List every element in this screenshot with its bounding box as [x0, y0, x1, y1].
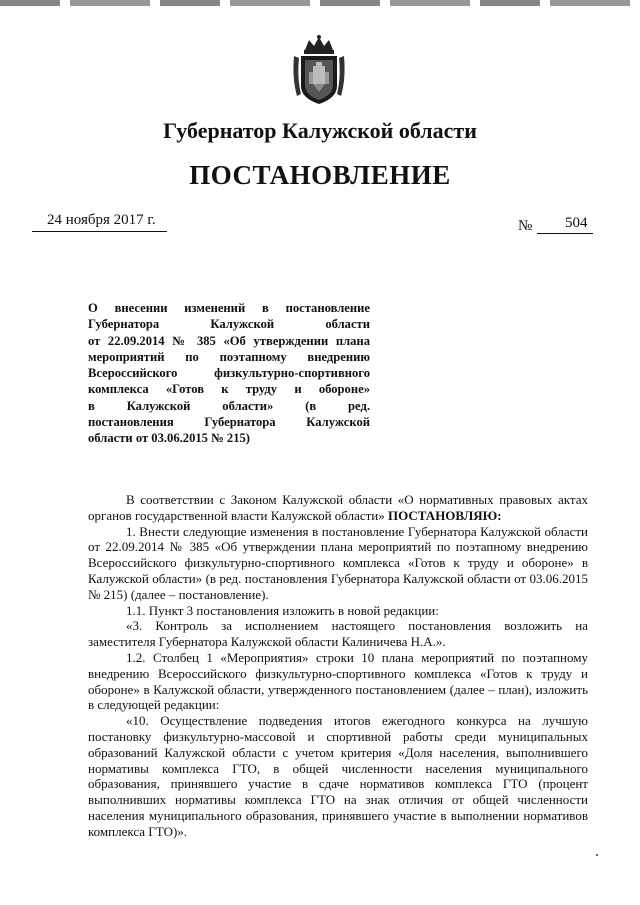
document-type-title: ПОСТАНОВЛЕНИЕ — [189, 160, 451, 190]
document-number: 504 — [565, 215, 588, 231]
paragraph-1-2: 1.2. Столбец 1 «Мероприятия» строки 10 плана мероприятий по поэтапному внедрению Всероссийского физкультурно-спортивного комплекса «Готов к труду и обороне» в Калужской области, утвержденного постановлением (далее – план), изложить в следующей редакции: — [88, 649, 588, 713]
document-date: 24 ноября 2017 г. — [47, 212, 156, 228]
document-body — [88, 492, 588, 840]
scan-speck — [596, 854, 598, 856]
paragraph-1-2-text: «10. Осуществление подведения итогов ежегодного конкурса на лучшую постановку физкультурно-массовой и спортивной работы среди муниципальных образований Калужской области с учетом критерия «Доля населения, выполнившего нормативы комплекса ГТО, в общей численности населения муниципального образования, принявшего участие в сдаче нормативов комплекса ГТО (процент выполнивших нормативы комплекса ГТО на знак отличия от общей численности населения муниципального образования, принявшего участие в выполнении нормативов комплекса ГТО)». — [88, 713, 588, 839]
subject-line: комплекса «Готов к труду и обороне» — [88, 382, 370, 397]
number-underline — [537, 233, 593, 234]
subject-line: мероприятий по поэтапному внедрению — [88, 349, 370, 364]
date-underline — [32, 231, 167, 232]
subject-line: от 22.09.2014 № 385 «Об утверждении плана — [88, 333, 370, 348]
paragraph-1-1: 1.1. Пункт 3 постановления изложить в новой редакции: — [126, 602, 439, 618]
decree-keyword: ПОСТАНОВЛЯЮ: — [388, 507, 502, 523]
intro-paragraph — [88, 492, 588, 524]
number-sign: № — [518, 218, 533, 234]
document-subject — [88, 300, 370, 447]
paragraph-1-1-text: «3. Контроль за исполнением настоящего постановления возложить на заместителя Губернатора Калужской области Калиничева Н.А.». — [88, 618, 588, 650]
subject-line: О внесении изменений в постановление — [88, 301, 370, 315]
intro-text: В соответствии с Законом Калужской области «О нормативных правовых актах органов государственной власти Калужской области» — [88, 492, 588, 523]
scan-edge-artifact — [0, 0, 640, 6]
subject-line: Всероссийского физкультурно-спортивного — [88, 366, 370, 381]
paragraph-1: 1. Внести следующие изменения в постановление Губернатора Калужской области от 22.09.2014 № 385 «Об утверждении плана мероприятий по поэтапному внедрению Всероссийского физкультурно-спортивного комплекса «Готов к труду и обороне» в Калужской области» (в ред. постановления Губернатора Калужской области от 03.06.2015 № 215) (далее – постановление). — [88, 523, 588, 602]
subject-line: Губернатора Калужской области — [88, 317, 370, 332]
coat-of-arms-emblem — [291, 34, 347, 106]
organization-heading: Губернатор Калужской области — [163, 118, 477, 143]
subject-line: постановления Губернатора Калужской — [88, 415, 370, 430]
subject-line: области от 03.06.2015 № 215) — [88, 431, 250, 446]
subject-line: в Калужской области» (в ред. — [88, 398, 370, 413]
